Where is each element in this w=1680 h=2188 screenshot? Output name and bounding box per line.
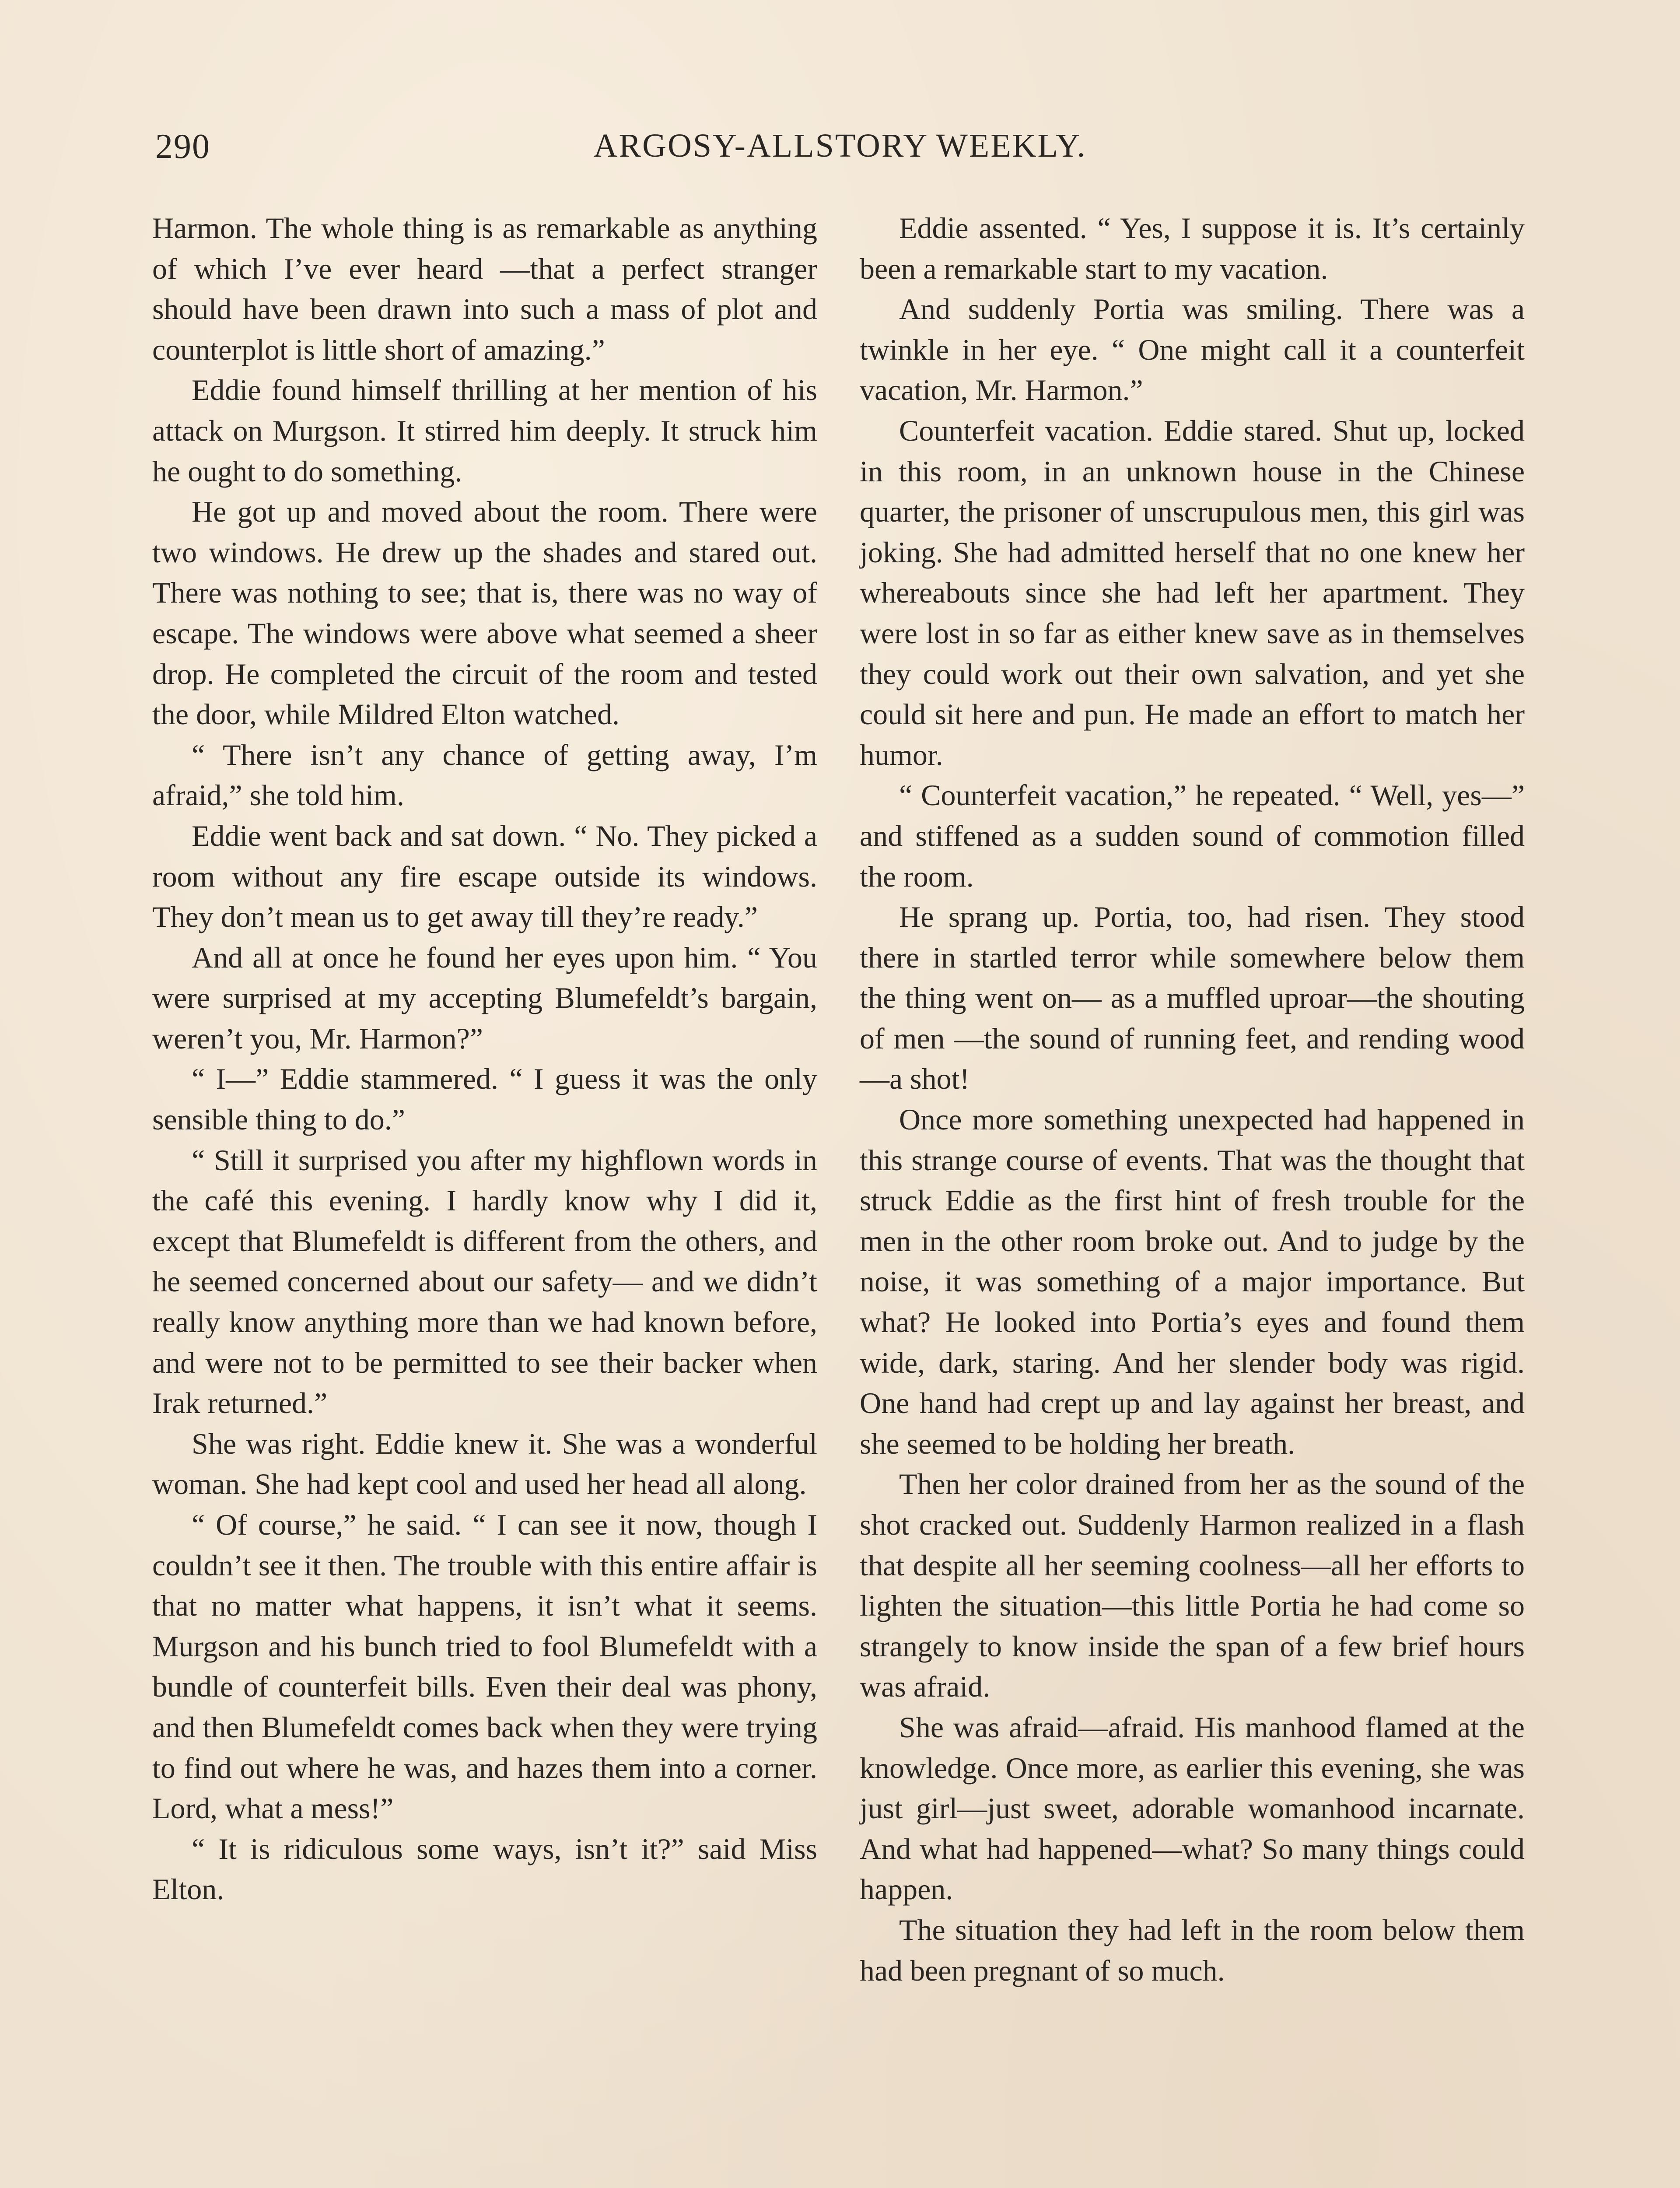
paragraph: She was afraid—afraid. His manhood flamed at the knowledge. Once more, as earlier this evening, she was just girl—just sweet, adorable womanhood incarnate. And what had happened—what? So many things could happen. [860, 1710, 1525, 1906]
paragraph: “ Counterfeit vacation,” he repeated. “ Well, yes—” and stiffened as a sudden sound of commotion filled the room. [860, 778, 1525, 893]
paragraph: Eddie assented. “ Yes, I suppose it is. It’s certainly been a remarkable start to my vacation. [860, 211, 1525, 285]
paragraph: “ Of course,” he said. “ I can see it now, though I couldn’t see it then. The trouble with this entire affair is that no matter what happens, it isn’t what it seems. Murgson and his bunch tried to fool Blumefeldt with a bundle of counterfeit bills. Even their deal was phony, and then Blumefeldt comes back when they were trying to find out where he was, and hazes them into a corner. Lord, what a mess!” [152, 1508, 817, 1825]
left-column [152, 208, 817, 1910]
paragraph: Then her color drained from her as the sound of the shot cracked out. Suddenly Harmon realized in a flash that despite all her seeming coolness—all her efforts to lighten the situation—this little Portia he had come so strangely to know inside the span of a few brief hours was afraid. [860, 1467, 1525, 1704]
paragraph: The situation they had left in the room below them had been pregnant of so much. [860, 1913, 1525, 1987]
paragraph: She was right. Eddie knew it. She was a wonderful woman. She had kept cool and used her head all along. [152, 1427, 817, 1501]
paragraph: He sprang up. Portia, too, had risen. They stood there in startled terror while somewhere below them the thing went on— as a muffled uproar—the shouting of men —the sound of running feet, and rending wood—a shot! [860, 900, 1525, 1096]
page-number: 290 [155, 127, 210, 166]
paragraph: He got up and moved about the room. There were two windows. He drew up the shades and stared out. There was nothing to see; that is, there was no way of escape. The windows were above what seemed a sheer drop. He completed the circuit of the room and tested the door, while Mildred Elton watched. [152, 495, 817, 731]
paragraph: “ There isn’t any chance of getting away, I’m afraid,” she told him. [152, 738, 817, 812]
paragraph: And all at once he found her eyes upon him. “ You were surprised at my accepting Blumefeldt’s bargain, weren’t you, Mr. Harmon?” [152, 940, 817, 1055]
page-header [155, 127, 1525, 179]
paragraph: Counterfeit vacation. Eddie stared. Shut up, locked in this room, in an unknown house in the Chinese quarter, the prisoner of unscrupulous men, this girl was joking. She had admitted herself that no one knew her whereabouts since she had left her apartment. They were lost in so far as either knew save as in themselves they could work out their own salvation, and yet she could sit here and pun. He made an effort to match her humor. [860, 414, 1525, 771]
paragraph: Eddie found himself thrilling at her mention of his attack on Murgson. It stirred him deeply. It struck him he ought to do something. [152, 373, 817, 488]
right-column [860, 208, 1525, 1991]
paragraph: “ I—” Eddie stammered. “ I guess it was the only sensible thing to do.” [152, 1062, 817, 1136]
paragraph: Once more something unexpected had happened in this strange course of events. That was the thought that struck Eddie as the first hint of fresh trouble for the men in the other room broke out. And to judge by the noise, it was something of a major importance. But what? He looked into Portia’s eyes and found them wide, dark, staring. And her slender body was rigid. One hand had crept up and lay against her breast, and she seemed to be holding her breath. [860, 1103, 1525, 1460]
paragraph: “ Still it surprised you after my highflown words in the café this evening. I hardly know why I did it, except that Blumefeldt is different from the others, and he seemed concerned about our safety— and we didn’t really know anything more than we had known before, and were not to be permitted to see their backer when Irak returned.” [152, 1143, 817, 1420]
paragraph: “ It is ridiculous some ways, isn’t it?” said Miss Elton. [152, 1832, 817, 1906]
running-head: ARGOSY-ALLSTORY WEEKLY. [593, 127, 1087, 164]
paragraph: Harmon. The whole thing is as remarkable as anything of which I’ve ever heard —that a perfect stranger should have been drawn into such a mass of plot and counterplot is little short of amazing.” [152, 211, 817, 366]
paragraph: Eddie went back and sat down. “ No. They picked a room without any fire escape outside its windows. They don’t mean us to get away till they’re ready.” [152, 819, 817, 934]
paragraph: And suddenly Portia was smiling. There was a twinkle in her eye. “ One might call it a counterfeit vacation, Mr. Harmon.” [860, 292, 1525, 407]
